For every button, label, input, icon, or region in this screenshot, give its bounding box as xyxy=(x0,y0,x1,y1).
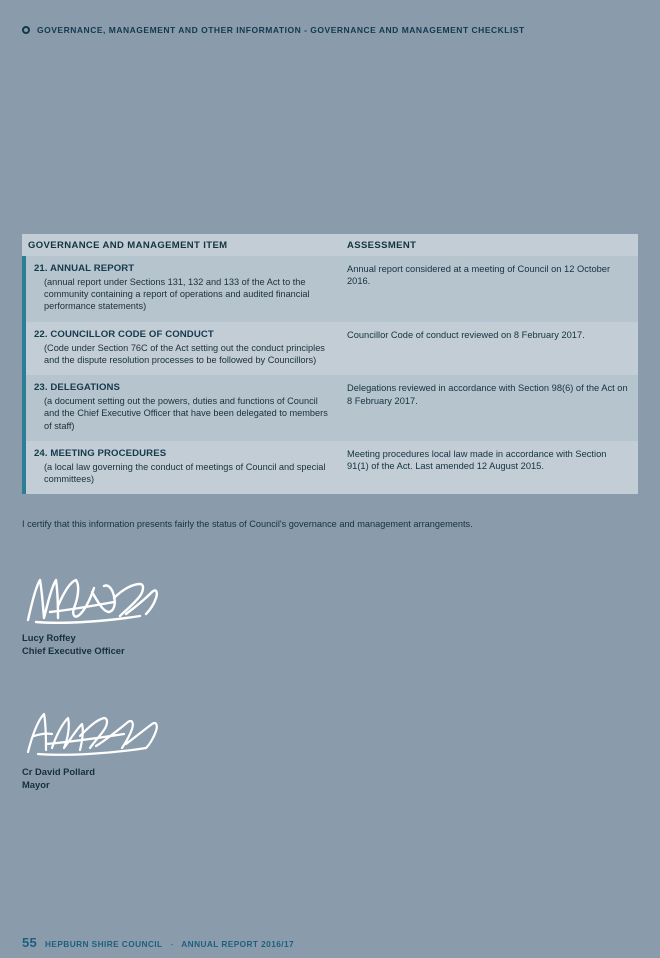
running-header xyxy=(22,25,525,35)
column-header-item: GOVERNANCE AND MANAGEMENT ITEM xyxy=(28,239,228,251)
assessment-text: Delegations reviewed in accordance with Section 98(6) of the Act on 8 February 2017. xyxy=(347,383,628,406)
signature-block-mayor xyxy=(22,706,182,791)
item-description: (Code under Section 76C of the Act setting out the conduct principles and the dispute resolution processes to be followed by Councillors) xyxy=(44,342,325,365)
footer-separator: - xyxy=(170,939,174,949)
item-description: (a document setting out the powers, duties and functions of Council and the Chief Executive Officer that have been delegated to members of staff) xyxy=(44,396,328,431)
governance-management-checklist-table xyxy=(22,234,638,494)
signature-name: Cr David Pollard xyxy=(22,766,95,777)
handwritten-signature-icon xyxy=(22,706,182,762)
table-cell-item xyxy=(26,441,344,494)
page-number: 55 xyxy=(22,935,37,950)
signature-role: Mayor xyxy=(22,778,50,790)
table-row xyxy=(22,375,638,441)
item-title: 23. DELEGATIONS xyxy=(34,382,121,394)
table-cell-assessment xyxy=(344,375,638,441)
item-title: 22. COUNCILLOR CODE OF CONDUCT xyxy=(34,328,214,340)
item-description: (a local law governing the conduct of meetings of Council and special committees) xyxy=(44,461,326,485)
table-cell-assessment xyxy=(344,322,638,375)
footer-right-text: ANNUAL REPORT 2016/17 xyxy=(181,939,295,949)
item-title: 24. MEETING PROCEDURES xyxy=(34,447,167,459)
certification-statement: I certify that this information presents fairly the status of Council's governance and management arrangements. xyxy=(22,519,473,529)
table-row xyxy=(22,256,638,322)
table-cell-assessment xyxy=(344,441,638,494)
column-header-assessment: ASSESSMENT xyxy=(347,239,417,251)
table-row xyxy=(22,441,638,494)
assessment-text: Councillor Code of conduct reviewed on 8 February 2017. xyxy=(347,329,585,340)
table-header-row xyxy=(22,234,638,256)
bullet-dot-icon xyxy=(22,26,30,34)
assessment-text: Annual report considered at a meeting of Council on 12 October 2016. xyxy=(347,264,611,287)
page-footer xyxy=(22,935,294,950)
table-cell-item xyxy=(26,375,344,441)
signature-name: Lucy Roffey xyxy=(22,632,76,643)
footer-left-text: HEPBURN SHIRE COUNCIL xyxy=(44,939,163,949)
assessment-text: Meeting procedures local law made in accordance with Section 91(1) of the Act. Last amended 12 August 2015. xyxy=(347,448,607,472)
signature-role: Chief Executive Officer xyxy=(22,644,125,656)
signature-block-ceo xyxy=(22,572,182,657)
table-cell-item xyxy=(26,256,344,322)
table-cell-assessment xyxy=(344,256,638,322)
running-header-text: GOVERNANCE, MANAGEMENT AND OTHER INFORMATION - GOVERNANCE AND MANAGEMENT CHECKLIST xyxy=(37,25,525,35)
table-cell-item xyxy=(26,322,344,375)
item-title: 21. ANNUAL REPORT xyxy=(34,263,135,274)
item-description: (annual report under Sections 131, 132 and 133 of the Act to the community containing a report of operations and audited financial performance statements) xyxy=(44,276,310,312)
table-row xyxy=(22,322,638,375)
handwritten-signature-icon xyxy=(22,572,182,628)
